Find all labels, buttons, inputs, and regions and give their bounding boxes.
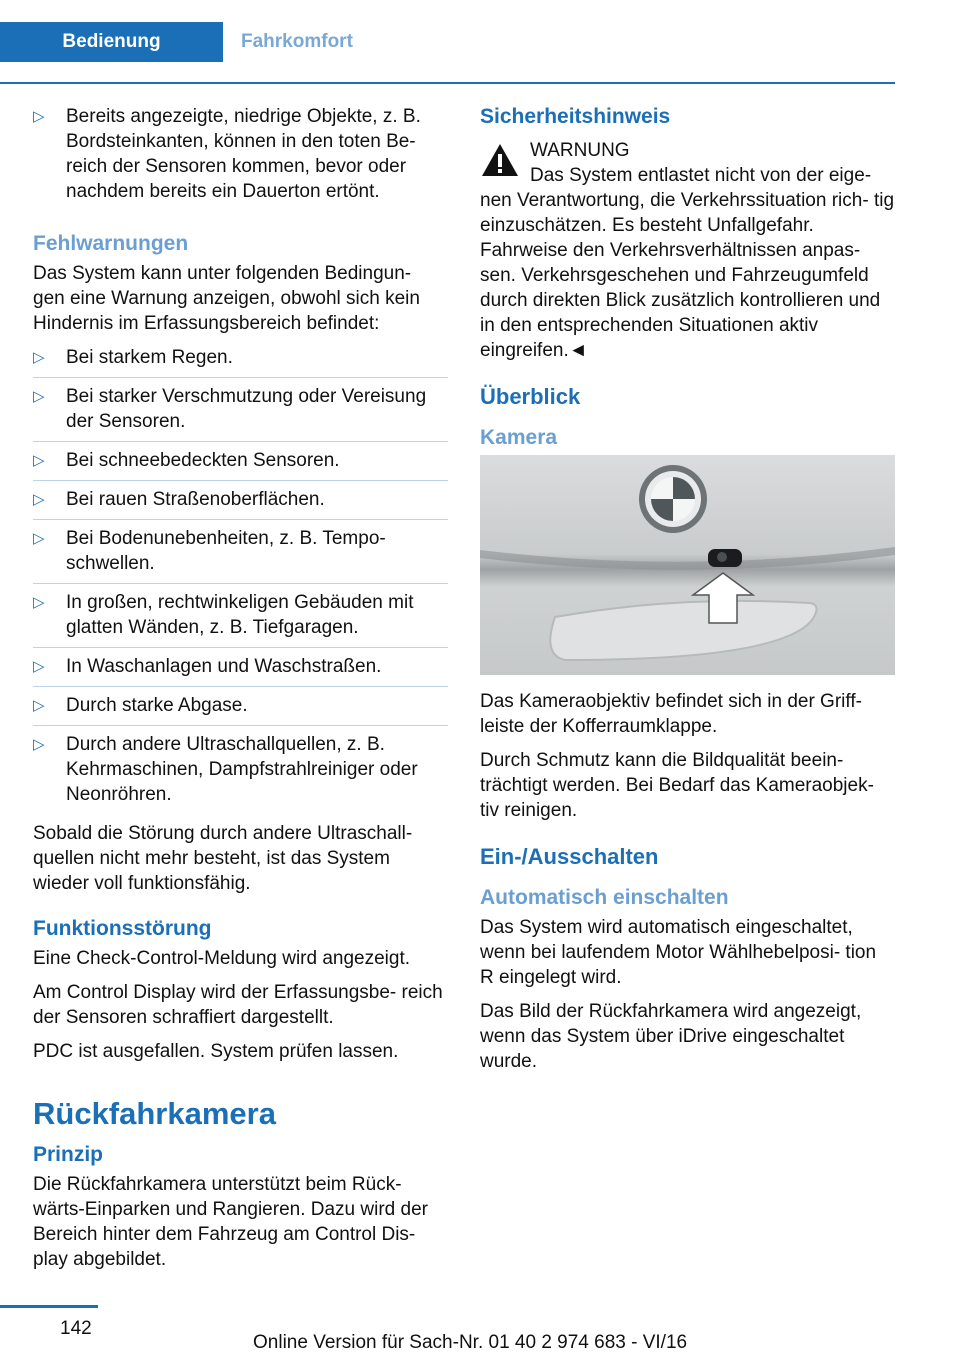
heading-ueberblick: Überblick (480, 384, 581, 409)
paragraph: Die Rückfahrkamera unterstützt beim Rück‐ wärts-Einparken und Rangieren. Dazu wird der Bereich hinter dem Fahrzeug am Control Dis‐ play abgebildet. (33, 1174, 428, 1270)
triangle-bullet-icon: ▷ (33, 530, 45, 547)
list-item: ▷ In Waschanlagen und Waschstraßen. (33, 647, 448, 686)
list-item: ▷ Bereits angezeigte, niedrige Objekte, z. B. Bordsteinkanten, können in den toten Be‐ reich der Sensoren kommen, bevor oder nachdem bereits ein Dauerton ertönt. (33, 106, 421, 202)
list-item: ▷ Bei starkem Regen. (33, 347, 233, 368)
bmw-logo-icon (639, 465, 707, 533)
list-item: ▷ In großen, rechtwinkeligen Gebäuden mit glatten Wänden, z. B. Tiefgaragen. (33, 583, 448, 647)
tab-bedienung[interactable]: Bedienung (0, 22, 223, 62)
list-item: ▷ Bei schneebedeckten Sensoren. (33, 441, 448, 480)
paragraph: PDC ist ausgefallen. System prüfen lassen. (33, 1041, 399, 1062)
warning-text: Das System entlastet nicht von der eige‐ nen Verantwortung, die Verkehrssituation rich‐ tig einzuschätzen. Es besteht Unfallgefahr. Fahrweise den Verkehrsverhältnissen anpas‐ sen. Verkehrsgeschehen und Fahrzeugumfeld durch direkten Blick zusätzlich kontrollieren und in den entsprechenden Situationen aktiv eingreifen.◄ (480, 165, 895, 361)
warning-box (480, 138, 895, 363)
warning-triangle-icon (480, 142, 520, 178)
paragraph: Durch Schmutz kann die Bildqualität beein‐ trächtigt werden. Bei Bedarf das Kameraobjek‐ tiv reinigen. (480, 750, 874, 821)
paragraph: Eine Check-Control-Meldung wird angezeigt. (33, 948, 411, 969)
paragraph: Das Bild der Rückfahrkamera wird angezeigt, wenn das System über iDrive eingeschaltet wurde. (480, 1001, 862, 1072)
paragraph: Das Kameraobjektiv befindet sich in der Griff‐ leiste der Kofferraumklappe. (480, 691, 862, 737)
page-number: 142 (60, 1318, 92, 1339)
footer-rule (0, 1305, 98, 1308)
triangle-bullet-icon: ▷ (33, 452, 45, 469)
bullet-list-top (33, 104, 448, 211)
heading-sicherheitshinweis: Sicherheitshinweis (480, 105, 671, 128)
triangle-bullet-icon: ▷ (33, 736, 45, 753)
warning-label: WARNUNG (530, 140, 630, 161)
triangle-bullet-icon: ▷ (33, 697, 45, 714)
heading-rueckfahrkamera: Rückfahrkamera (33, 1096, 276, 1131)
bullet-list-fehlwarnungen (33, 345, 448, 814)
paragraph: Das System wird automatisch eingeschaltet, wenn bei laufendem Motor Wählhebelposi‐ tion R eingelegt wird. (480, 917, 877, 988)
triangle-bullet-icon: ▷ (33, 658, 45, 675)
heading-fehlwarnungen: Fehlwarnungen (33, 232, 189, 255)
camera-location-illustration (480, 455, 895, 675)
triangle-bullet-icon: ▷ (33, 491, 45, 508)
heading-ein-ausschalten: Ein-/Ausschalten (480, 844, 659, 869)
triangle-bullet-icon: ▷ (33, 388, 45, 405)
online-version-note: Online Version für Sach-Nr. 01 40 2 974 683 - VI/16 (253, 1332, 688, 1353)
triangle-bullet-icon: ▷ (33, 108, 45, 125)
list-item: ▷ Bei Bodenunebenheiten, z. B. Tempo‐ schwellen. (33, 519, 448, 583)
tab-fahrkomfort[interactable]: Fahrkomfort (241, 31, 353, 52)
list-item: ▷ Durch starke Abgase. (33, 686, 448, 725)
heading-automatisch-einschalten: Automatisch einschalten (480, 886, 729, 909)
list-item: ▷ Bei starker Verschmutzung oder Vereisung der Sensoren. (33, 377, 448, 441)
heading-kamera: Kamera (480, 426, 558, 449)
heading-prinzip: Prinzip (33, 1143, 104, 1166)
header-rule (0, 82, 895, 84)
paragraph: Am Control Display wird der Erfassungsbe‐ reich der Sensoren schraffiert dargestellt. (33, 982, 443, 1028)
camera-lens-icon (708, 549, 742, 567)
list-item: ▷ Durch andere Ultraschallquellen, z. B. Kehrmaschinen, Dampfstrahlreiniger oder Neonröhren. (33, 725, 448, 814)
camera-photo (480, 455, 895, 675)
header-tabs (0, 22, 895, 62)
paragraph: Das System kann unter folgenden Bedingun‐ gen eine Warnung anzeigen, obwohl sich kein Hindernis im Erfassungsbereich befindet: (33, 263, 420, 334)
triangle-bullet-icon: ▷ (33, 594, 45, 611)
paragraph: Sobald die Störung durch andere Ultraschall‐ quellen nicht mehr besteht, ist das System wieder voll funktionsfähig. (33, 823, 413, 894)
right-column (480, 104, 895, 1083)
triangle-bullet-icon: ▷ (33, 349, 45, 366)
left-column (33, 104, 448, 1281)
list-item: ▷ Bei rauen Straßenoberflächen. (33, 480, 448, 519)
heading-funktionsstoerung: Funktionsstörung (33, 917, 212, 940)
